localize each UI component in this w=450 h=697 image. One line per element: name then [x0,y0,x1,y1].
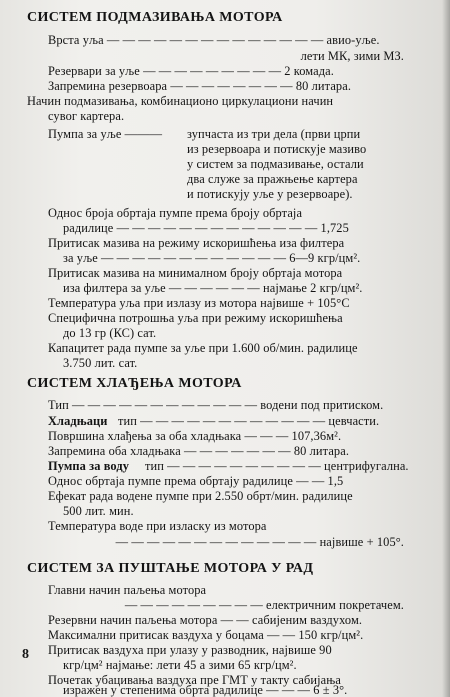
text-line: иза филтера за уље — — — — — — најмање 2 кгр/цм². [63,281,363,295]
text-line: Запремина резервоара — — — — — — — — 80 литара. [48,79,352,93]
text-line: Запремина оба хладњака — — — — — — — 80 литара. [48,444,350,458]
text-line: два служе за пражњење картера [187,172,358,186]
text-line: сувог картера. [48,109,125,123]
text-line: Пумпа за уље ——— [48,127,163,141]
text-line-bold: Пумпа за воду [48,459,130,473]
text-line: Притисак мазива на режиму искоришћења иза филтера [48,236,345,250]
text-line: Однос броја обртаја пумпе према броју обртаја [48,206,303,220]
text-line: Максимални притисак ваздуха у боцама — — 150 кгр/цм². [48,628,364,642]
text-line: тип — — — — — — — — — — — — цевчасти. [118,414,380,428]
text-line: из резервоара и потискује мазиво [187,142,367,156]
text-line: до 13 гр (КС) сат. [63,326,157,340]
text-line: кгр/цм² најмање: лети 45 а зими 65 кгр/цм². [63,658,297,672]
text-line: 500 лит. мин. [63,504,134,518]
text-line: за уље — — — — — — — — — — — — 6—9 кгр/цм². [63,251,361,265]
text-line: зупчаста из три дела (први црпи [187,127,361,141]
text-line: Начин подмазивања, комбинационо циркулациони начин [27,94,334,108]
text-line: Специфична потрошња уља при режиму искоришћења [48,311,343,325]
text-line-bold: Хладњаци [48,414,108,428]
text-line: Однос обртаја пумпе према обртају радилице — — 1,5 [48,474,344,488]
text-line: — — — — — — — — — — — — — највише + 105°. [115,535,404,549]
text-line: Ефекат рада водене пумпе при 2.550 обрт/мин. радилице [48,489,353,503]
text-line: 3.750 лит. сат. [63,356,138,370]
text-line: изражен у степенима обрта радилице — — — 6 ± 3°. [63,683,348,697]
text-line: Притисак мазива на минималном броју обртаја мотора [48,266,343,280]
text-line: Главни начин паљења мотора [48,583,207,597]
text-line: и потискују уље у резервоаре). [187,187,353,201]
text-line: лети МК, зими МЗ. [300,49,404,63]
text-line: — — — — — — — — — електричним покретачем. [124,598,404,612]
text-line: Притисак ваздуха при улазу у разводник, највише 90 [48,643,332,657]
section-title-starting: СИСТЕМ ЗА ПУШТАЊЕ МОТОРА У РАД [27,561,314,576]
text-line: радилице — — — — — — — — — — — — — 1,725 [63,221,349,235]
text-line: Капацитет рада пумпе за уље при 1.600 об/мин. радилице [48,341,358,355]
page-number: 8 [22,647,29,662]
section-title-cooling: СИСТЕМ ХЛАЂЕЊА МОТОРА [27,376,242,391]
text-line: тип — — — — — — — — — — центрифугална. [145,459,409,473]
text-line: Површина хлађења за оба хладњака — — — 107,36м². [48,429,342,443]
text-line: Температура уља при излазу из мотора највише + 105°C [48,296,350,310]
text-line: Врста уља — — — — — — — — — — — — — — авио-уље. [48,33,380,47]
text-line: Резервари за уље — — — — — — — — — 2 комада. [48,64,334,78]
text-line: Резервни начин паљења мотора — — сабијеним ваздухом. [48,613,363,627]
text-line: Тип — — — — — — — — — — — — водени под притиском. [48,398,384,412]
text-line: Температура воде при изласку из мотора [48,519,267,533]
section-title-lubrication: СИСТЕМ ПОДМАЗИВАЊА МОТОРА [27,10,283,25]
text-line: Почетак убацивања ваздуха пре ГМТ у такту сабијања [48,673,341,687]
text-line: у систем за подмазивање, остали [187,157,364,171]
